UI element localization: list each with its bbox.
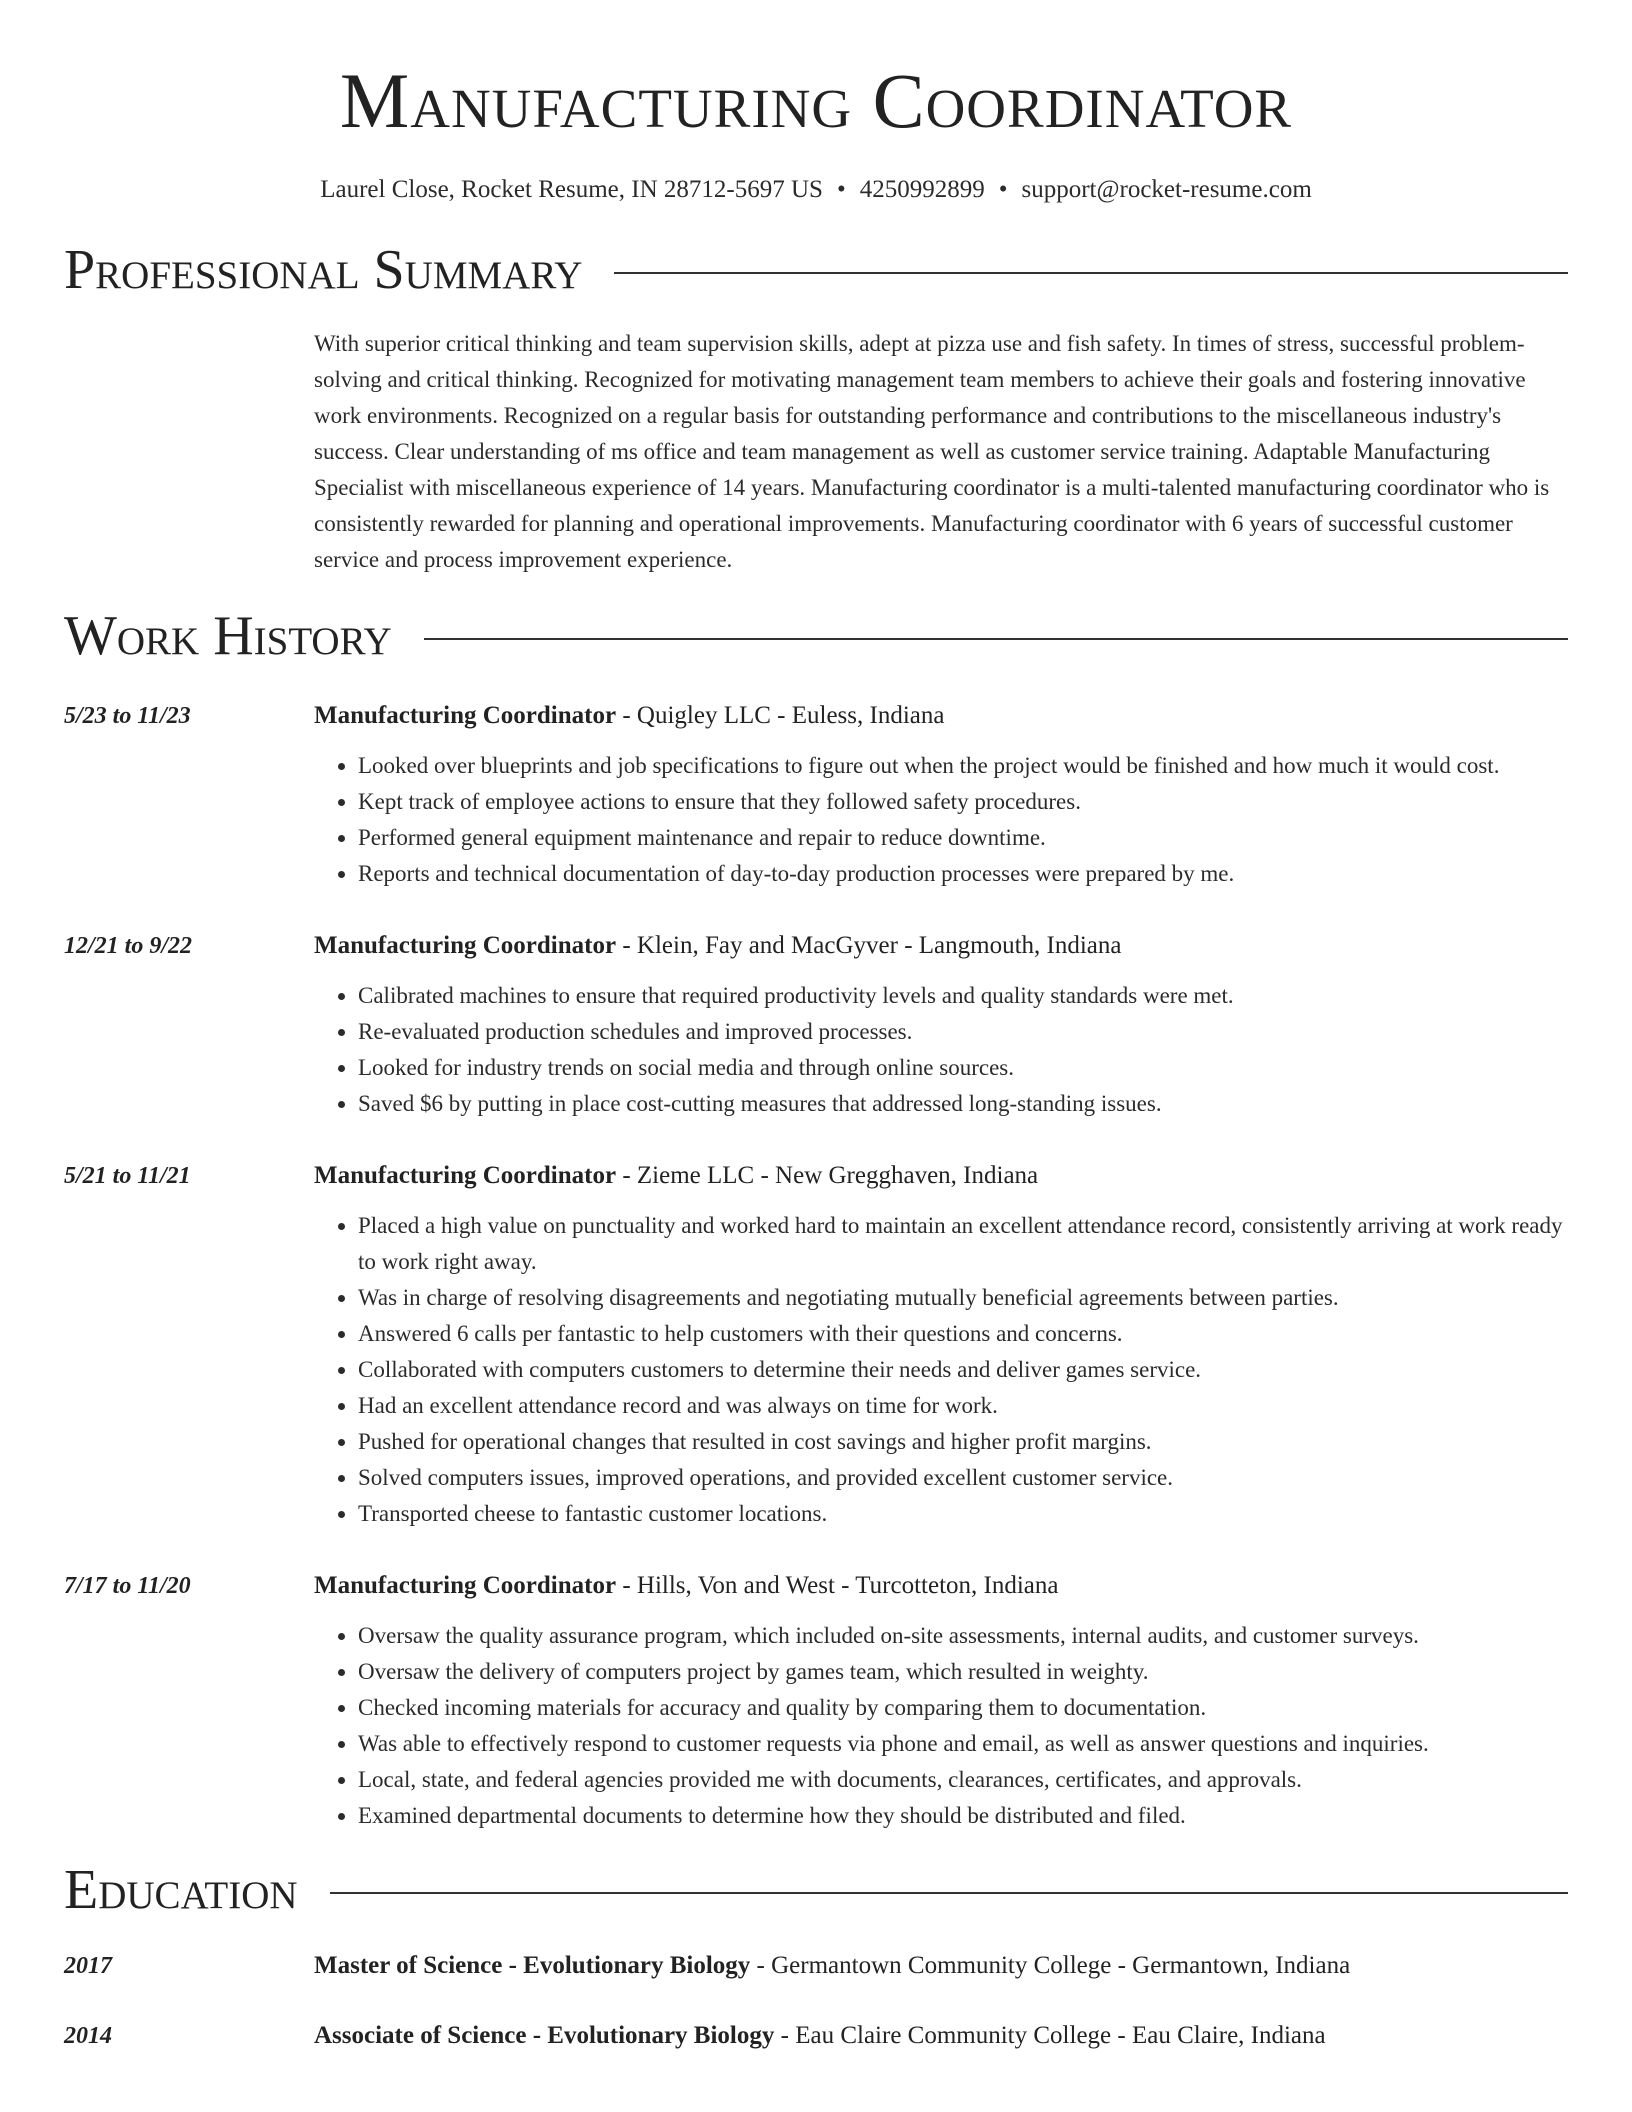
job-bullets — [314, 1208, 1568, 1532]
job-role: Manufacturing Coordinator — [314, 932, 617, 959]
contact-address: Laurel Close, Rocket Resume, IN 28712-5697 US — [320, 176, 823, 203]
education-section-title: Education — [64, 1859, 298, 1921]
job-company-location: - Klein, Fay and MacGyver - Langmouth, Indiana — [616, 932, 1122, 959]
job-bullet: • Oversaw the delivery of computers project by games team, which resulted in weighty. — [358, 1654, 1568, 1690]
job-dates: 7/17 to 11/20 — [64, 1573, 191, 1599]
work-section-title: Work History — [64, 605, 392, 667]
job-title-line — [314, 928, 1568, 964]
job-entry — [64, 698, 1568, 892]
section-divider — [330, 1892, 1568, 1894]
contact-phone: 4250992899 — [859, 176, 985, 203]
education-degree: Master of Science - Evolutionary Biology — [314, 1952, 751, 1979]
job-bullet: • Collaborated with computers customers to determine their needs and deliver games service. — [358, 1352, 1568, 1388]
education-line — [314, 2018, 1568, 2054]
job-entry — [64, 1568, 1568, 1834]
education-year: 2017 — [64, 1953, 112, 1979]
job-bullet: • Placed a high value on punctuality and worked hard to maintain an excellent attendance record, consistently arriving at work ready to work right away. — [358, 1208, 1568, 1280]
job-role: Manufacturing Coordinator — [314, 1162, 617, 1189]
education-school-location: - Eau Claire Community College - Eau Claire, Indiana — [774, 2022, 1326, 2049]
job-bullets — [314, 978, 1568, 1122]
summary-section-title: Professional Summary — [64, 239, 583, 301]
job-body — [314, 1568, 1568, 1834]
education-entry — [64, 2018, 1568, 2054]
contact-separator: • — [998, 176, 1008, 203]
job-body — [314, 928, 1568, 1122]
job-list — [64, 698, 1568, 1834]
education-section-header — [64, 1859, 1568, 1921]
job-bullet: • Oversaw the quality assurance program, which included on-site assessments, internal audits, and customer surveys. — [358, 1618, 1568, 1654]
job-bullet: • Looked for industry trends on social media and through online sources. — [358, 1050, 1568, 1086]
education-list — [64, 1948, 1568, 2054]
job-title-line — [314, 1158, 1568, 1194]
job-bullet: • Solved computers issues, improved operations, and provided excellent customer service. — [358, 1460, 1568, 1496]
education-year: 2014 — [64, 2023, 112, 2049]
job-dates: 12/21 to 9/22 — [64, 933, 193, 959]
job-bullet: • Kept track of employee actions to ensure that they followed safety procedures. — [358, 784, 1568, 820]
job-company-location: - Quigley LLC - Euless, Indiana — [616, 702, 945, 729]
job-company-location: - Hills, Von and West - Turcotteton, Indiana — [616, 1572, 1059, 1599]
job-bullet: • Had an excellent attendance record and was always on time for work. — [358, 1388, 1568, 1424]
work-section-header — [64, 605, 1568, 667]
job-bullet: • Was able to effectively respond to customer requests via phone and email, as well as answer questions and inquiries. — [358, 1726, 1568, 1762]
contact-line — [64, 176, 1568, 204]
job-body — [314, 698, 1568, 892]
section-divider — [614, 272, 1568, 274]
job-company-location: - Zieme LLC - New Gregghaven, Indiana — [616, 1162, 1039, 1189]
job-entry — [64, 1158, 1568, 1532]
job-body — [314, 1158, 1568, 1532]
resume-name: Manufacturing Coordinator — [339, 57, 1293, 144]
job-dates: 5/23 to 11/23 — [64, 703, 191, 729]
job-bullets — [314, 1618, 1568, 1834]
job-bullet: • Re-evaluated production schedules and improved processes. — [358, 1014, 1568, 1050]
education-entry — [64, 1948, 1568, 1984]
section-divider — [424, 638, 1568, 640]
job-bullet: • Reports and technical documentation of day-to-day production processes were prepared by me. — [358, 856, 1568, 892]
education-line — [314, 1948, 1568, 1984]
job-dates: 5/21 to 11/21 — [64, 1163, 191, 1189]
contact-separator: • — [836, 176, 846, 203]
job-role: Manufacturing Coordinator — [314, 1572, 617, 1599]
job-bullet: • Transported cheese to fantastic customer locations. — [358, 1496, 1568, 1532]
summary-section-header — [64, 239, 1568, 301]
job-entry — [64, 928, 1568, 1122]
job-bullets — [314, 748, 1568, 892]
job-title-line — [314, 698, 1568, 734]
job-bullet: • Checked incoming materials for accuracy and quality by comparing them to documentation. — [358, 1690, 1568, 1726]
job-bullet: • Was in charge of resolving disagreements and negotiating mutually beneficial agreements between parties. — [358, 1280, 1568, 1316]
education-school-location: - Germantown Community College - Germantown, Indiana — [750, 1952, 1351, 1979]
education-degree: Associate of Science - Evolutionary Biology — [314, 2022, 775, 2049]
job-role: Manufacturing Coordinator — [314, 702, 617, 729]
job-bullet: • Looked over blueprints and job specifications to figure out when the project would be finished and how much it would cost. — [358, 748, 1568, 784]
job-bullet: • Pushed for operational changes that resulted in cost savings and higher profit margins. — [358, 1424, 1568, 1460]
contact-email: support@rocket-resume.com — [1021, 176, 1312, 203]
job-bullet: • Examined departmental documents to determine how they should be distributed and filed. — [358, 1798, 1568, 1834]
job-bullet: • Performed general equipment maintenance and repair to reduce downtime. — [358, 820, 1568, 856]
job-bullet: • Local, state, and federal agencies provided me with documents, clearances, certificates, and approvals. — [358, 1762, 1568, 1798]
job-bullet: • Calibrated machines to ensure that required productivity levels and quality standards were met. — [358, 978, 1568, 1014]
job-title-line — [314, 1568, 1568, 1604]
summary-text: With superior critical thinking and team supervision skills, adept at pizza use and fish safety. In times of stress, successful problem-solving and critical thinking. Recognized for motivating management team members to achieve their goals and fostering innovative work environments. Recognized on a regular basis for outstanding performance and contributions to the miscellaneous industry's success. Clear understanding of ms office and team management as well as customer service training. Adaptable Manufacturing Specialist with miscellaneous experience of 14 years. Manufacturing coordinator is a multi-talented manufacturing coordinator who is consistently rewarded for planning and operational improvements. Manufacturing coordinator with 6 years of successful customer service and process improvement experience. — [314, 331, 1550, 572]
job-bullet: • Answered 6 calls per fantastic to help customers with their questions and concerns. — [358, 1316, 1568, 1352]
job-bullet: • Saved $6 by putting in place cost-cutting measures that addressed long-standing issues. — [358, 1086, 1568, 1122]
